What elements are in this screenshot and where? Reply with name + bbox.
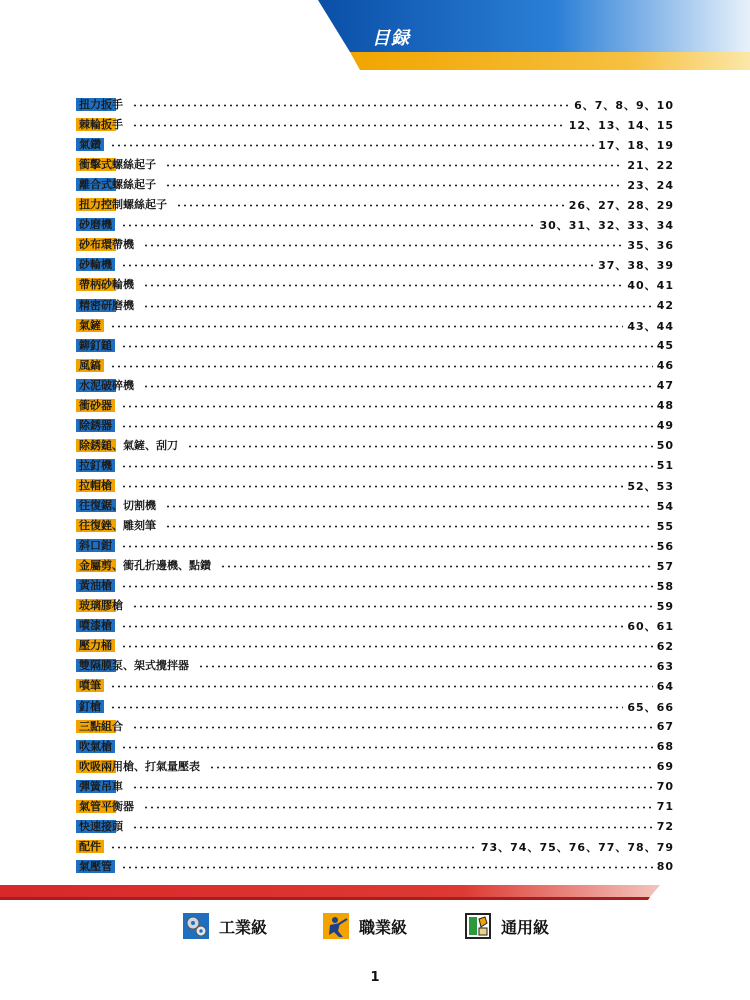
dot-leader [121,418,653,434]
toc-entry-label [76,740,117,754]
toc-entry-text: 吹氣槍 [76,740,115,753]
toc-entry-pages: 56 [656,539,674,553]
toc-entry-label [76,359,106,373]
toc-entry [76,398,674,414]
toc-entry-text: 帶柄砂輪機 [76,278,137,291]
dot-leader [132,819,653,835]
dot-leader [187,438,653,454]
toc-entry [76,137,674,153]
toc-entry-pages: 54 [656,499,674,513]
toc-entry [76,257,674,273]
toc-entry-text: 三點組合 [76,720,126,733]
toc-entry [76,498,674,514]
toc-entry [76,658,674,674]
toc-entry [76,538,674,554]
toc-entry-pages: 71 [656,800,674,814]
toc-entry [76,719,674,735]
dot-leader [209,759,653,775]
toc-entry [76,558,674,574]
toc-entry-label [76,138,106,152]
dot-leader [121,618,623,634]
toc-entry-pages: 60、61 [627,620,674,634]
toc-entry-text: 往復鋸、切割機 [76,499,159,512]
toc-entry-text: 斜口鉗 [76,539,115,552]
toc-entry-label [76,499,161,513]
toc-entry [76,418,674,434]
toc-entry-pages: 52、53 [627,479,674,493]
dot-leader [121,638,653,654]
toc-entry [76,378,674,394]
toc-entry [76,177,674,193]
dot-leader [143,799,653,815]
toc-entry-pages: 43、44 [627,319,674,333]
toc-entry-label [76,579,117,593]
toc-entry-label [76,198,172,212]
dot-leader [132,598,653,614]
toc-entry-pages: 64 [656,679,674,693]
toc-entry-label [76,339,117,353]
legend-label: 工業級 [219,917,268,937]
dot-leader [121,578,653,594]
dot-leader [121,859,653,875]
toc-entry-pages: 73、74、75、76、77、78、79 [480,840,674,854]
toc-entry [76,859,674,875]
toc-entry-text: 氣壓管 [76,860,115,873]
toc-entry [76,638,674,654]
toc-entry-text: 吹吸兩用槍、打氣量壓表 [76,760,203,773]
toc-entry-pages: 35、36 [627,239,674,253]
toc-entry-label [76,639,117,653]
toc-entry-pages: 51 [656,459,674,473]
dot-leader [143,378,653,394]
toc-entry [76,458,674,474]
toc-entry-text: 快速接頭 [76,820,126,833]
toc-entry-pages: 45 [656,339,674,353]
dot-leader [165,518,653,534]
page-title: 目録 [372,28,410,49]
toc-entry-label [76,659,194,673]
toc-entry-pages: 42 [656,299,674,312]
toc-entry [76,618,674,634]
toc-entry-label [76,439,183,453]
toc-entry [76,779,674,795]
toc-entry [76,197,674,213]
toc-entry-label [76,840,106,854]
toc-entry-text: 配件 [76,840,104,853]
toc-entry-label [76,700,106,714]
toc-entry [76,438,674,454]
toc-entry-text: 釘槍 [76,700,104,713]
toc-entry-pages: 67 [656,720,674,734]
toc-entry-pages: 21、22 [627,159,674,173]
dot-leader [165,498,653,514]
toc-entry-text: 黃油槍 [76,579,115,592]
dot-leader [143,298,653,314]
toc-entry [76,277,674,293]
toc-entry-text: 水泥破碎機 [76,379,137,392]
dot-leader [121,398,653,414]
toc-entry-text: 雙隔膜泵、架式攪拌器 [76,659,192,672]
toc-entry-label [76,619,117,633]
toc-entry-text: 鉚釘鎚 [76,339,115,352]
toc-entry [76,759,674,775]
toc-entry-text: 砂磨機 [76,218,115,231]
dot-leader [143,237,623,253]
toc-entry-text: 氣鑽 [76,138,104,151]
toc-entry-label [76,238,139,252]
toc-entry-label [76,299,139,313]
dot-leader [132,719,653,735]
dot-leader [121,458,653,474]
dot-leader [121,338,653,354]
toc-entry-text: 除銹器 [76,419,115,432]
toc-entry-pages: 69 [656,760,674,774]
toc-entry [76,739,674,755]
toc-entry [76,237,674,253]
dot-leader [121,478,623,494]
toc-entry [76,839,674,855]
toc-entry [76,678,674,694]
toc-entry-label [76,158,161,172]
toc-entry [76,338,674,354]
toc-entry-pages: 49 [656,419,674,433]
toc-entry-text: 砂布環帶機 [76,238,137,251]
gears-icon [183,913,209,939]
toc-entry-text: 風鎬 [76,359,104,372]
toc-entry-label [76,860,117,874]
toc-entry-pages: 68 [656,740,674,754]
legend-label: 職業級 [359,917,408,937]
dot-leader [110,318,623,334]
dot-leader [165,157,623,173]
dot-leader [121,217,535,233]
dot-leader [110,137,594,153]
toc-entry [76,298,674,314]
dot-leader [198,658,653,674]
legend-professional [323,913,407,939]
toc-entry-label [76,800,139,814]
legend-label: 通用級 [501,917,550,937]
toc-entry-text: 彈簧吊車 [76,780,126,793]
toc-entry-label [76,780,128,794]
toc-entry-pages: 26、27、28、29 [568,199,674,213]
toc-entry-pages: 23、24 [627,179,674,193]
toc-entry-label [76,479,117,493]
toc-entry-label [76,539,117,553]
toc-entry-label [76,419,117,433]
toc-entry-pages: 70 [656,780,674,794]
toc-entry-text: 拉釘機 [76,459,115,472]
tool-icon [465,913,491,939]
dot-leader [121,257,594,273]
toc-entry-label [76,820,128,834]
toc-entry-label [76,599,128,613]
legend-general [465,913,549,939]
toc-entry [76,217,674,233]
toc-entry-text: 砂輪機 [76,258,115,271]
dot-leader [110,839,477,855]
toc-entry-pages: 48 [656,399,674,413]
toc-entry-text: 衝砂器 [76,399,115,412]
dot-leader [220,558,653,574]
dot-leader [132,117,565,133]
legend-industrial [183,913,267,939]
toc-entry-label [76,118,128,132]
toc-entry-text: 除銹鎚、氣鏟、刮刀 [76,439,181,452]
toc-entry-pages: 59 [656,599,674,613]
toc-entry-pages: 6、7、8、9、10 [574,99,674,112]
dot-leader [132,779,653,795]
toc-entry [76,157,674,173]
toc-entry-pages: 37、38、39 [598,259,674,273]
toc-entry-text: 玻璃膠槍 [76,599,126,612]
toc-entry-pages: 72 [656,820,674,834]
toc-entry-label [76,399,117,413]
toc-entry-text: 噴筆 [76,679,104,692]
worker-icon [323,913,349,939]
toc-entry-pages: 80 [656,860,674,874]
toc-entry-label [76,459,117,473]
toc-entry-pages: 40、41 [627,279,674,293]
page-number: 1 [370,970,380,985]
toc-entry-label [76,559,216,573]
toc-entry-label [76,98,128,112]
toc-entry-label [76,178,161,192]
toc-entry-text: 精密研磨機 [76,299,137,312]
toc-entry [76,97,674,113]
toc-entry-label [76,278,139,292]
toc-entry-text: 噴漆槍 [76,619,115,632]
toc-entry-text: 棘輪扳手 [76,118,126,131]
toc-entry-text: 氣鏟 [76,319,104,332]
toc-entry-label [76,379,139,393]
grade-legend [0,905,750,950]
toc-entry-pages: 62 [656,639,674,653]
footer-stripe [0,881,750,901]
toc-entry-pages: 50 [656,439,674,453]
toc-entry-text: 扭力控制螺絲起子 [76,198,170,211]
toc-entry-label [76,679,106,693]
toc-entry [76,518,674,534]
toc-entry-pages: 30、31、32、33、34 [539,219,674,233]
toc-entry-text: 金屬剪、衝孔折邊機、點鑽 [76,559,214,572]
toc-entry-pages: 55 [656,519,674,533]
toc-entry-pages: 57 [656,559,674,573]
toc-entry-pages: 12、13、14、15 [568,119,674,133]
toc-entry-pages: 17、18、19 [598,139,674,153]
toc-entry [76,478,674,494]
toc-entry [76,358,674,374]
toc-entry [76,819,674,835]
toc-entry-label [76,720,128,734]
toc-entry-text: 扭力扳手 [76,98,126,111]
toc-entry [76,578,674,594]
dot-leader [165,177,623,193]
toc-entry-label [76,519,161,533]
toc-entry-text: 往復銼、雕刻筆 [76,519,159,532]
toc-entry-pages: 63 [656,659,674,673]
toc-entry-text: 拉帽槍 [76,479,115,492]
toc-entry [76,699,674,715]
toc-entry-label [76,319,106,333]
toc-entry-pages: 65、66 [627,700,674,714]
toc-entry-pages: 58 [656,579,674,593]
toc-entry-label [76,258,117,272]
dot-leader [110,358,653,374]
toc-entry [76,799,674,815]
toc-entry [76,318,674,334]
toc-entry-label [76,218,117,232]
toc-entry-text: 氣管平衡器 [76,800,137,813]
dot-leader [110,678,653,694]
toc-entry [76,598,674,614]
toc-entry-pages: 46 [656,359,674,373]
toc-entry [76,117,674,133]
dot-leader [110,699,623,715]
toc-entry-text: 壓力桶 [76,639,115,652]
dot-leader [176,197,565,213]
dot-leader [121,739,653,755]
dot-leader [121,538,653,554]
toc-entry-text: 離合式螺絲起子 [76,178,159,191]
dot-leader [132,97,570,113]
toc-entry-text: 衝擊式螺絲起子 [76,158,159,171]
dot-leader [143,277,623,293]
toc-entry-label [76,760,205,774]
toc-entry-pages: 47 [656,379,674,393]
